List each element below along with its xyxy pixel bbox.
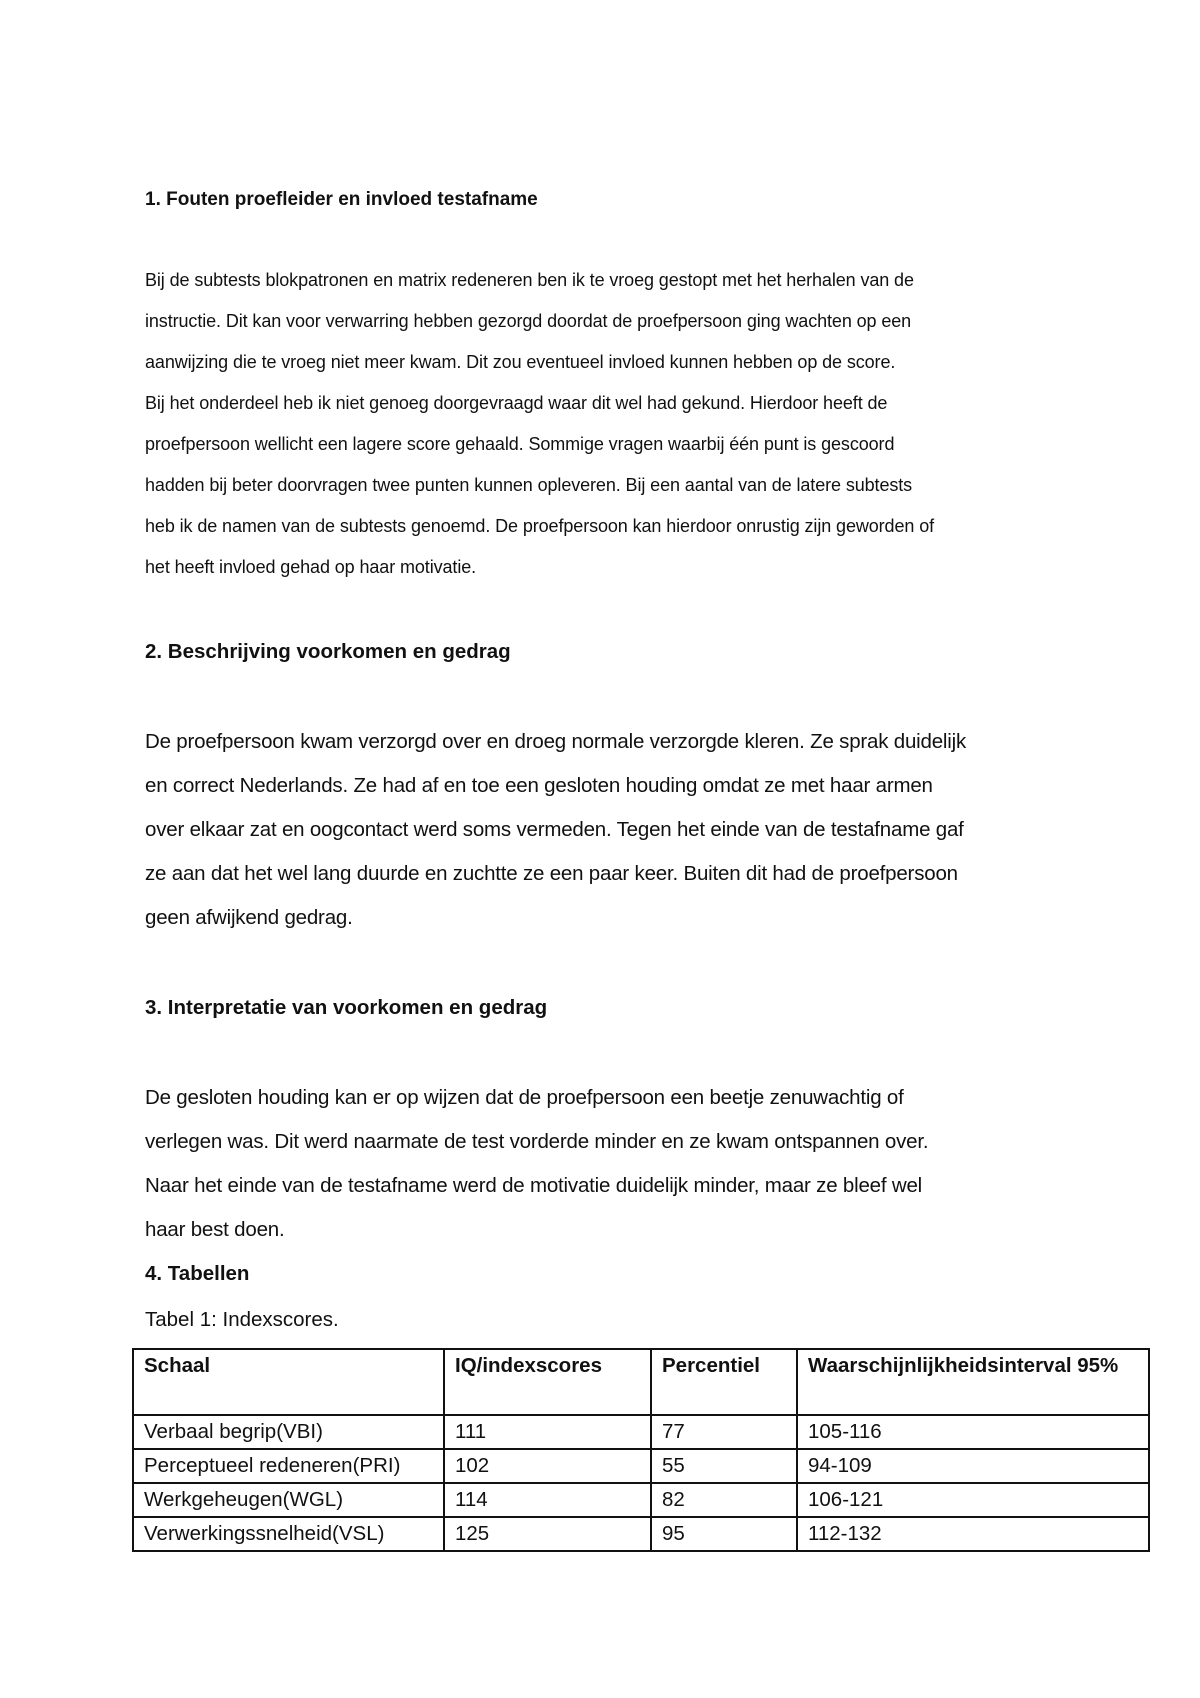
section-2-paragraph [145, 720, 1065, 940]
section-1-paragraph [145, 260, 1065, 588]
paragraph-line: aanwijzing die te vroeg niet meer kwam. Dit zou eventueel invloed kunnen hebben op de score. [145, 352, 896, 372]
paragraph-line: het heeft invloed gehad op haar motivatie. [145, 557, 477, 577]
table-cell: 102 [444, 1449, 651, 1483]
paragraph-line: ze aan dat het wel lang duurde en zuchtte ze een paar keer. Buiten dit had de proefpersoon [145, 862, 958, 885]
table-cell: 95 [651, 1517, 797, 1551]
section-2-heading: 2. Beschrijving voorkomen en gedrag [145, 640, 511, 663]
table-cell: Verbaal begrip(VBI) [133, 1415, 444, 1449]
table-cell: 111 [444, 1415, 651, 1449]
indexscores-table [132, 1348, 1150, 1552]
table-cell: 106-121 [797, 1483, 1149, 1517]
section-1-heading: 1. Fouten proefleider en invloed testafname [145, 189, 538, 210]
table-cell: 82 [651, 1483, 797, 1517]
table-row [133, 1449, 1149, 1483]
table-row [133, 1483, 1149, 1517]
paragraph-line: instructie. Dit kan voor verwarring hebben gezorgd doordat de proefpersoon ging wachten op een [145, 311, 912, 331]
table-cell: 77 [651, 1415, 797, 1449]
section-3-heading: 3. Interpretatie van voorkomen en gedrag [145, 996, 548, 1019]
table-cell: Verwerkingssnelheid(VSL) [133, 1517, 444, 1551]
table-cell: 94-109 [797, 1449, 1149, 1483]
paragraph-line: Bij de subtests blokpatronen en matrix redeneren ben ik te vroeg gestopt met het herhalen van de [145, 270, 914, 290]
header-cell: Percentiel [651, 1349, 797, 1415]
paragraph-line: heb ik de namen van de subtests genoemd. De proefpersoon kan hierdoor onrustig zijn geworden of [145, 516, 935, 536]
header-cell: Waarschijnlijkheidsinterval 95% [797, 1349, 1149, 1415]
table-caption: Tabel 1: Indexscores. [145, 1308, 339, 1331]
table-cell: Werkgeheugen(WGL) [133, 1483, 444, 1517]
paragraph-line: verlegen was. Dit werd naarmate de test vorderde minder en ze kwam ontspannen over. [145, 1130, 929, 1153]
table-row [133, 1517, 1149, 1551]
paragraph-line: Bij het onderdeel heb ik niet genoeg doorgevraagd waar dit wel had gekund. Hierdoor heeft de [145, 393, 888, 413]
table-row [133, 1415, 1149, 1449]
header-cell: Schaal [133, 1349, 444, 1415]
table-cell: 105-116 [797, 1415, 1149, 1449]
table-cell: Perceptueel redeneren(PRI) [133, 1449, 444, 1483]
table-cell: 112-132 [797, 1517, 1149, 1551]
paragraph-line: De gesloten houding kan er op wijzen dat de proefpersoon een beetje zenuwachtig of [145, 1086, 904, 1109]
paragraph-line: Naar het einde van de testafname werd de motivatie duidelijk minder, maar ze bleef wel [145, 1174, 923, 1197]
section-3-paragraph [145, 1076, 1065, 1252]
paragraph-line: over elkaar zat en oogcontact werd soms vermeden. Tegen het einde van de testafname gaf [145, 818, 964, 841]
table-cell: 55 [651, 1449, 797, 1483]
paragraph-line: proefpersoon wellicht een lagere score gehaald. Sommige vragen waarbij één punt is gescoord [145, 434, 895, 454]
paragraph-line: hadden bij beter doorvragen twee punten kunnen opleveren. Bij een aantal van de latere subtests [145, 475, 913, 495]
paragraph-line: De proefpersoon kwam verzorgd over en droeg normale verzorgde kleren. Ze sprak duidelijk [145, 730, 967, 753]
paragraph-line: geen afwijkend gedrag. [145, 906, 353, 929]
table-cell: 114 [444, 1483, 651, 1517]
section-4-heading: 4. Tabellen [145, 1262, 250, 1285]
paragraph-line: haar best doen. [145, 1218, 285, 1241]
table-header-row [133, 1349, 1149, 1415]
header-cell: IQ/indexscores [444, 1349, 651, 1415]
table-cell: 125 [444, 1517, 651, 1551]
paragraph-line: en correct Nederlands. Ze had af en toe een gesloten houding omdat ze met haar armen [145, 774, 933, 797]
